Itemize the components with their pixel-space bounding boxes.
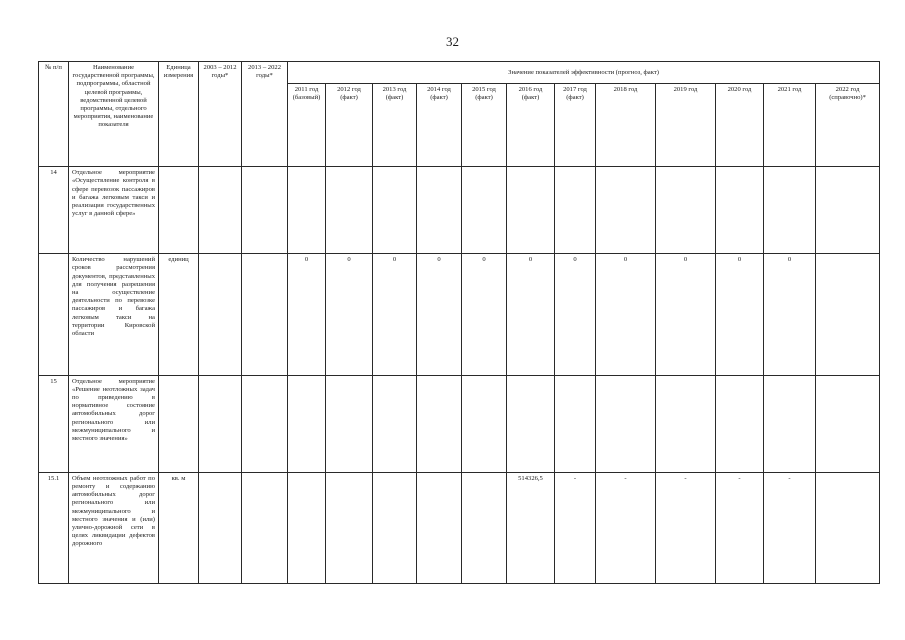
row-value xyxy=(596,167,656,254)
row-value: 514326,5 xyxy=(507,472,555,583)
row-value xyxy=(373,472,417,583)
row-value xyxy=(816,254,880,375)
header-num: № п/п xyxy=(39,62,69,167)
table-row xyxy=(39,375,880,472)
row-value xyxy=(764,167,816,254)
header-year: 2017 год (факт) xyxy=(555,84,596,167)
row-value xyxy=(288,167,326,254)
row-value: 0 xyxy=(555,254,596,375)
header-year: 2016 год (факт) xyxy=(507,84,555,167)
row-value: 0 xyxy=(596,254,656,375)
row-value xyxy=(507,375,555,472)
row-value xyxy=(816,167,880,254)
row-name: Отдельное мероприятие «Решение неотложных задач по приведению в нормативное состояние автомобильных дорог регионального или межмуниципального и местного значения» xyxy=(69,375,159,472)
row-num: 14 xyxy=(39,167,69,254)
row-value xyxy=(373,375,417,472)
header-year: 2012 год (факт) xyxy=(326,84,373,167)
row-value: - xyxy=(716,472,764,583)
header-year: 2020 год xyxy=(716,84,764,167)
indicators-table xyxy=(38,61,880,584)
row-value xyxy=(507,167,555,254)
row-value xyxy=(816,472,880,583)
header-year: 2022 год (справочно)* xyxy=(816,84,880,167)
header-name: Наименование государственной программы, подпрограммы, областной целевой программы, ведомственной целевой программы, отдельного мероприятия, наименование показателя xyxy=(69,62,159,167)
row-value xyxy=(326,167,373,254)
page-number: 32 xyxy=(446,34,459,49)
row-value: 0 xyxy=(764,254,816,375)
row-value: - xyxy=(764,472,816,583)
row-value xyxy=(656,375,716,472)
row-name: Количество нарушений сроков рассмотрения документов, представленных для получения разрешения на осуществление деятельности по перевозке пассажиров и багажа легковым такси на территории Кировской области xyxy=(69,254,159,375)
row-value xyxy=(555,167,596,254)
row-value: 0 xyxy=(417,254,462,375)
header-year: 2021 год xyxy=(764,84,816,167)
row-value: 0 xyxy=(462,254,507,375)
header-year: 2011 год (базовый) xyxy=(288,84,326,167)
table-row xyxy=(39,254,880,375)
row-num: 15.1 xyxy=(39,472,69,583)
header-year: 2015 год (факт) xyxy=(462,84,507,167)
header-unit: Единица измерения xyxy=(159,62,199,167)
header-year: 2018 год xyxy=(596,84,656,167)
row-value xyxy=(288,375,326,472)
header-group-title: Значение показателей эффективности (прогноз, факт) xyxy=(288,62,880,84)
row-unit: единиц xyxy=(159,254,199,375)
row-unit xyxy=(159,375,199,472)
row-value xyxy=(288,472,326,583)
row-value xyxy=(816,375,880,472)
table-row xyxy=(39,472,880,583)
row-value: 0 xyxy=(507,254,555,375)
row-value: - xyxy=(596,472,656,583)
row-value: - xyxy=(656,472,716,583)
row-value: 0 xyxy=(326,254,373,375)
row-value xyxy=(417,167,462,254)
row-value xyxy=(417,472,462,583)
row-name: Объем неотложных работ по ремонту и содержанию автомобильных дорог регионального или межмуниципального и местного значения и (или) улично-дорожной сети в целях ликвидации дефектов дорожного xyxy=(69,472,159,583)
row-num xyxy=(39,254,69,375)
row-name: Отдельное мероприятие «Осуществление контроля в сфере перевозок пассажиров и багажа легковым такси и реализация государственных услуг в данной сфере» xyxy=(69,167,159,254)
row-value xyxy=(764,375,816,472)
row-value: - xyxy=(555,472,596,583)
row-value xyxy=(656,167,716,254)
row-value xyxy=(326,375,373,472)
header-2013-2022: 2013 – 2022 годы* xyxy=(242,62,288,167)
table-row xyxy=(39,167,880,254)
row-unit: кв. м xyxy=(159,472,199,583)
row-value xyxy=(596,375,656,472)
row-value xyxy=(716,167,764,254)
row-value xyxy=(326,472,373,583)
header-2003-2012: 2003 – 2012 годы* xyxy=(199,62,242,167)
row-value xyxy=(462,472,507,583)
header-year: 2014 год (факт) xyxy=(417,84,462,167)
row-value xyxy=(716,375,764,472)
row-value: 0 xyxy=(288,254,326,375)
row-unit xyxy=(159,167,199,254)
row-num: 15 xyxy=(39,375,69,472)
row-value xyxy=(417,375,462,472)
row-value xyxy=(462,375,507,472)
header-year: 2019 год xyxy=(656,84,716,167)
row-value xyxy=(555,375,596,472)
row-value xyxy=(373,167,417,254)
row-value: 0 xyxy=(373,254,417,375)
row-value: 0 xyxy=(716,254,764,375)
row-value: 0 xyxy=(656,254,716,375)
row-value xyxy=(462,167,507,254)
header-year: 2013 год (факт) xyxy=(373,84,417,167)
